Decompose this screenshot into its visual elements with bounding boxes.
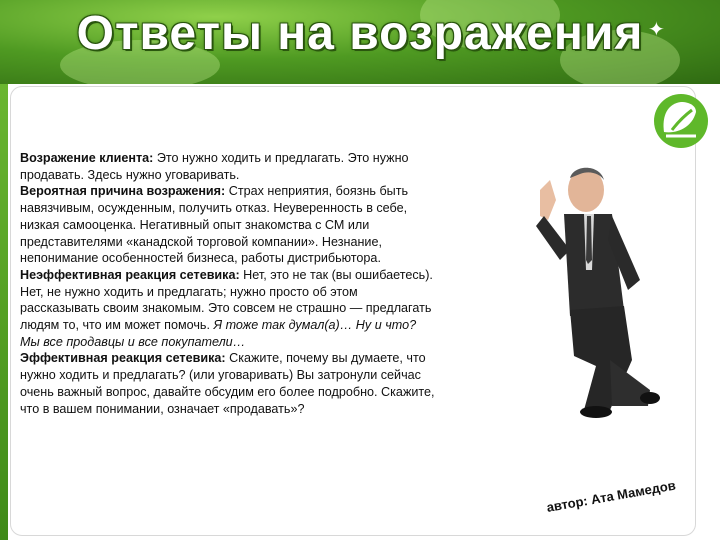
probable-cause-label: Вероятная причина возражения:: [20, 184, 226, 199]
page-title: Ответы на возражения: [76, 7, 644, 60]
leaf-logo-icon: [652, 92, 710, 150]
author-caption: автор: Ата Мамедов: [545, 477, 677, 515]
ineffective-reaction-label: Неэффективная реакция сетевика:: [20, 267, 240, 282]
effective-reaction-text: Скажите, почему вы думаете, что нужно ходить и предлагать? (или уговаривать) Вы затронули сейчас очень важный вопрос, давайте обсудим его более подробно. Скажите, что в вашем понимании, означает «продавать»?: [20, 351, 435, 416]
ineffective-reaction-italic: Я тоже так думал(а)… Ну и что? Мы все продавцы и все покупатели…: [20, 318, 417, 349]
kneeling-businessman-illustration: [500, 160, 670, 430]
objection-text-block: [20, 150, 435, 417]
probable-cause-text: Страх неприятия, боязнь быть навязчивым, осужденным, получить отказ. Неуверенность в себе, низкая самооценка. Негативный опыт знакомства с СМ или представителями «канадской торговой компании». Незнание, непонимание особенностей бизнеса, работы дистрибьютора.: [20, 184, 409, 266]
ineffective-reaction-text: Нет, это не так (вы ошибаетесь). Нет, не нужно ходить и предлагать; нужно просто об этом рассказывать своим знакомым. Это совсем не страшно — предлагать людям то, что им может помочь.: [20, 267, 433, 333]
effective-reaction-paragraph: [20, 350, 435, 417]
side-accent-bar: [0, 84, 8, 540]
ineffective-reaction-paragraph: [20, 267, 435, 351]
client-objection-label: Возражение клиента:: [20, 151, 154, 165]
sparkle-icon: ✦: [648, 19, 665, 41]
client-objection-paragraph: [20, 150, 435, 183]
probable-cause-paragraph: [20, 183, 435, 267]
header-banner: [0, 0, 720, 84]
effective-reaction-label: Эффективная реакция сетевика:: [20, 351, 226, 366]
client-objection-text: Это нужно ходить и предлагать. Это нужно продавать. Здесь нужно уговаривать.: [20, 151, 409, 182]
